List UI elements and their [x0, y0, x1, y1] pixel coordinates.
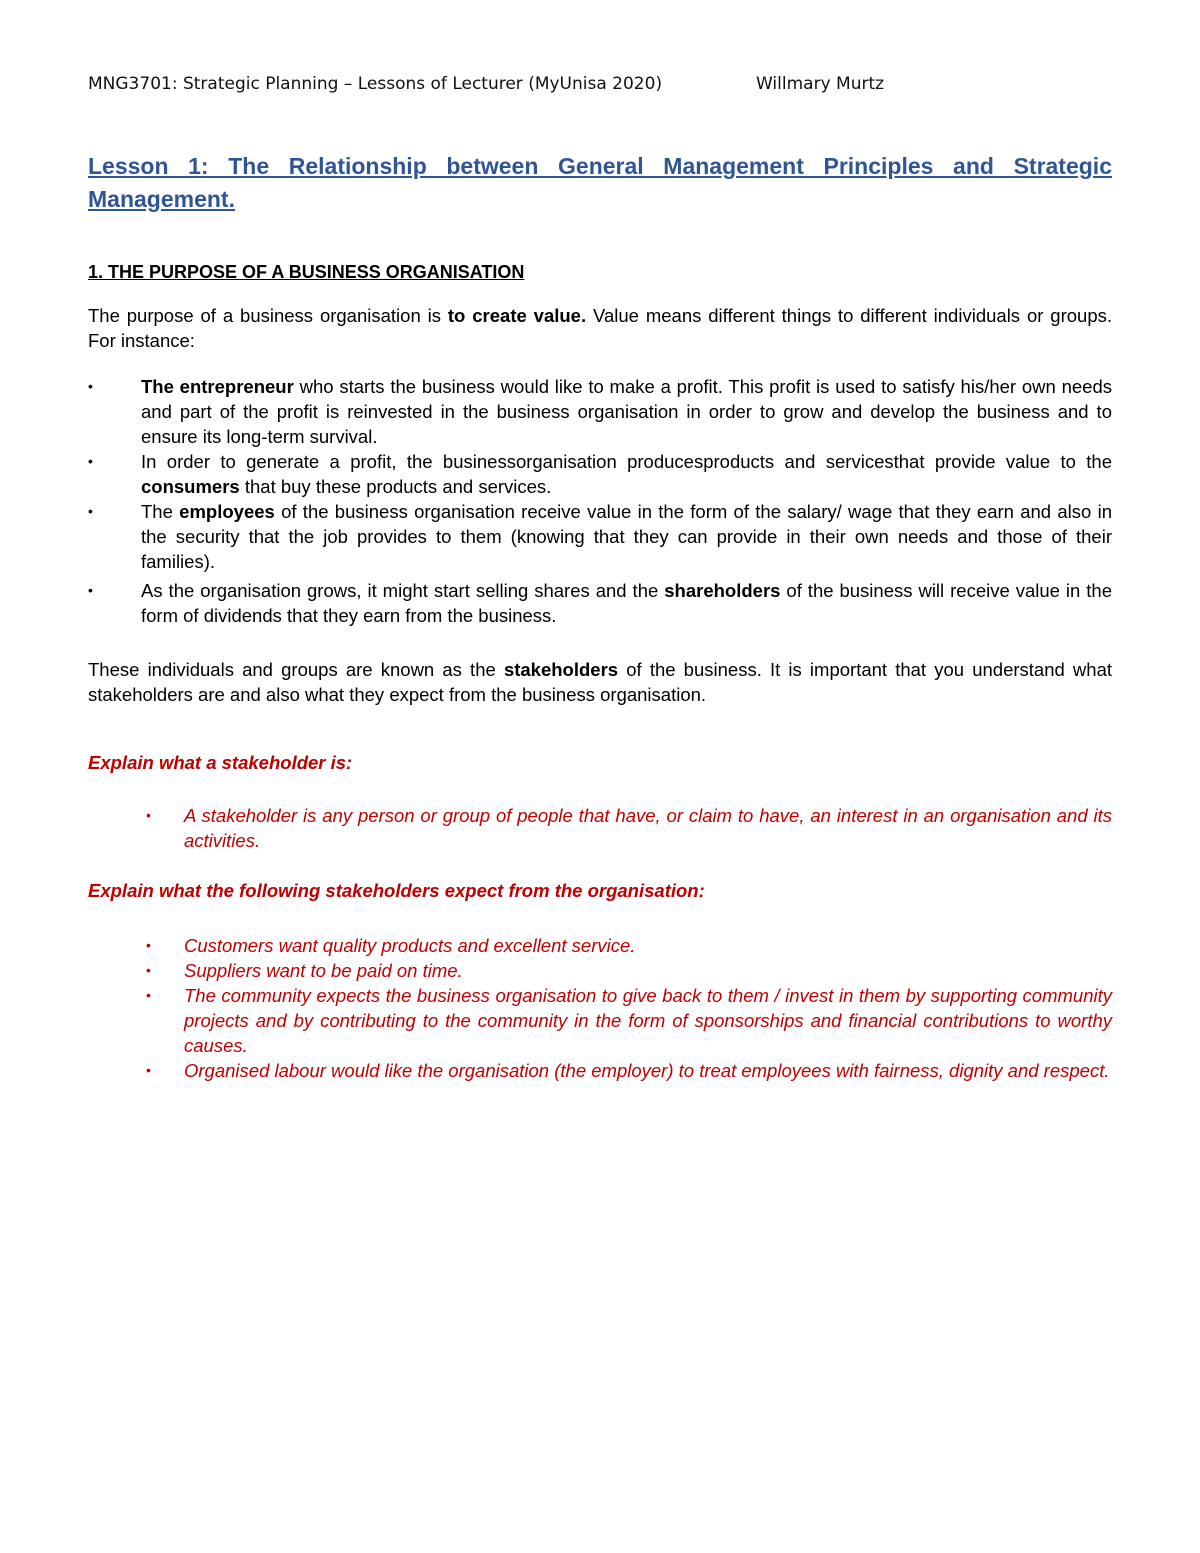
closing-text-pre: These individuals and groups are known as the — [88, 659, 504, 680]
item-text-post: of the business organisation receive value in the form of the salary/ wage that they earn and also in the security that the job provides to them (knowing that they can provide in their own needs and those of their families). — [141, 501, 1112, 572]
closing-text-bold: stakeholders — [503, 659, 619, 680]
item-text-bold: shareholders — [664, 580, 781, 601]
list-item — [88, 499, 1112, 574]
bullet-icon: • — [88, 378, 93, 394]
list-item — [88, 933, 1112, 958]
item-text-pre: As the organisation grows, it might start selling shares and the — [141, 580, 665, 601]
bullet-icon: • — [146, 937, 151, 953]
section-heading: 1. THE PURPOSE OF A BUSINESS ORGANISATION — [88, 262, 525, 282]
bullet-icon: • — [146, 962, 151, 978]
answer-text: Organised labour would like the organisation (the employer) to treat employees with fairness, dignity and respect. — [184, 1060, 1110, 1081]
intro-text-pre: The purpose of a business organisation is — [88, 305, 448, 326]
intro-text-post: Value means different things to different individuals or groups. For instance: — [88, 305, 1112, 351]
answer-text: A stakeholder is any person or group of people that have, or claim to have, an interest in an organisation and its activities. — [184, 805, 1112, 851]
answer-text: The community expects the business organisation to give back to them / invest in them by supporting community projects and by contributing to the community in the form of sponsorships and financial contributions to worthy causes. — [184, 985, 1112, 1056]
header-course-title: MNG3701: Strategic Planning – Lessons of Lecturer (MyUnisa 2020) — [88, 74, 663, 94]
list-item — [88, 958, 1112, 983]
answer-text: Suppliers want to be paid on time. — [184, 960, 463, 981]
header-author: Willmary Murtz — [756, 74, 885, 94]
item-text-post: who starts the business would like to make a profit. This profit is used to satisfy his/her own needs and part of the profit is reinvested in the business organisation in order to grow and develop the business and to ensure its long-term survival. — [141, 376, 1113, 447]
bullet-icon: • — [146, 987, 151, 1003]
bullet-icon: • — [88, 503, 93, 519]
answer-text: Customers want quality products and excellent service. — [184, 935, 636, 956]
item-text-pre: The — [141, 501, 180, 522]
item-text-bold: consumers — [141, 476, 240, 497]
page-header — [88, 74, 1118, 98]
intro-paragraph — [88, 303, 1112, 353]
list-item — [88, 983, 1112, 1058]
item-text-bold: employees — [179, 501, 275, 522]
item-text-bold: The entrepreneur — [141, 376, 294, 397]
closing-text-post: of the business. It is important that you understand what stakeholders are and also what they expect from the business organisation. — [88, 659, 1113, 705]
intro-text-bold: to create value. — [447, 305, 587, 326]
answer-list-stakeholder — [88, 803, 1112, 853]
list-item — [88, 1058, 1112, 1083]
item-text-post: that buy these products and services. — [239, 476, 552, 497]
list-item — [88, 803, 1112, 853]
list-item — [88, 374, 1112, 449]
lesson-title: Lesson 1: The Relationship between General Management Principles and Strategic Management. — [88, 153, 1112, 212]
bullet-icon: • — [146, 807, 151, 823]
question-heading-stakeholder: Explain what a stakeholder is: — [88, 752, 353, 773]
answer-list-expectations — [88, 933, 1112, 1083]
item-text-pre: In order to generate a profit, the businessorganisation producesproducts and servicesthat provide value to the — [141, 451, 1112, 472]
item-text-post: of the business will receive value in the form of dividends that they earn from the business. — [141, 580, 1113, 626]
bullet-icon: • — [88, 582, 93, 598]
question-heading-expectations: Explain what the following stakeholders expect from the organisation: — [88, 880, 705, 901]
value-bullet-list — [88, 374, 1112, 628]
bullet-icon: • — [88, 453, 93, 469]
stakeholders-paragraph — [88, 657, 1112, 707]
list-item — [88, 449, 1112, 499]
bullet-icon: • — [146, 1062, 151, 1078]
list-item — [88, 578, 1112, 628]
